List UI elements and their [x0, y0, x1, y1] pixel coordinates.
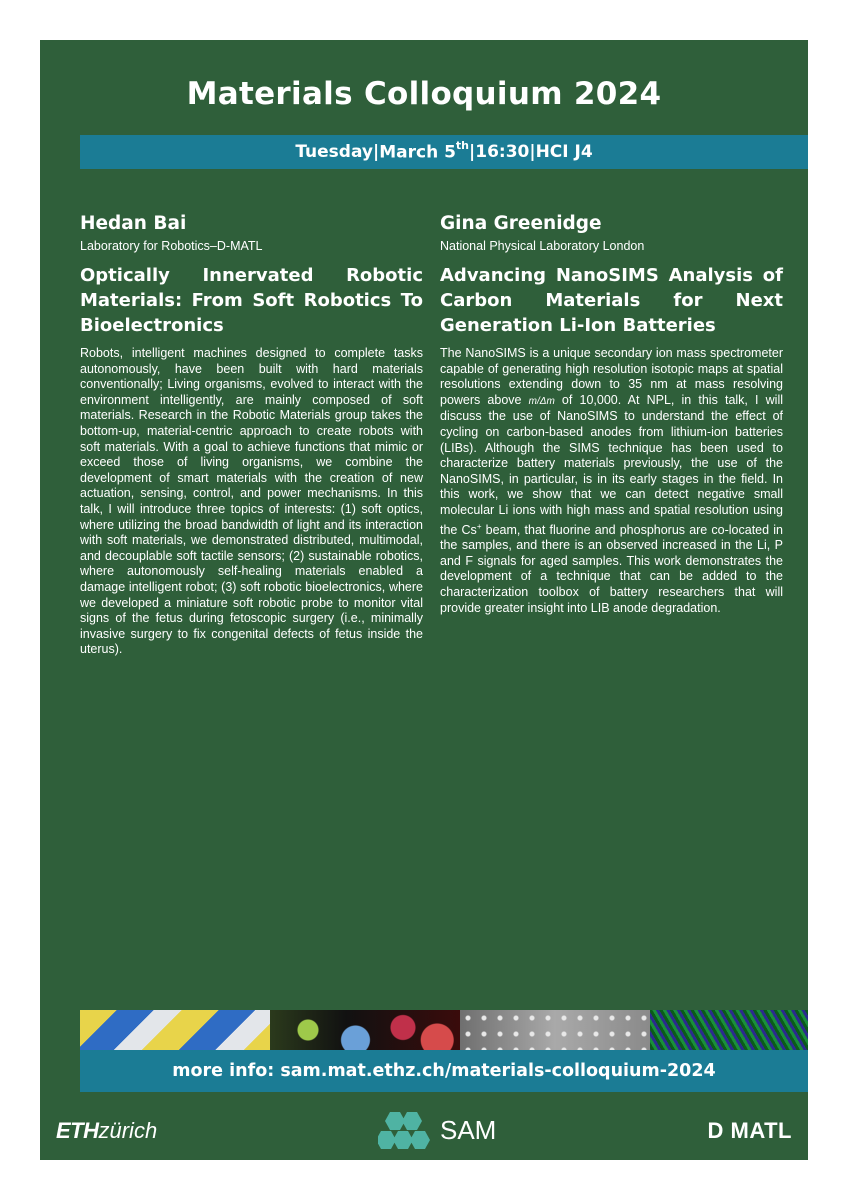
event-date	[379, 141, 469, 163]
event-location: HCI J4	[535, 142, 593, 162]
event-date-text: March 5	[379, 142, 456, 163]
more-info-link[interactable]: more info: sam.mat.ethz.ch/materials-colloquium-2024	[80, 1050, 808, 1092]
event-title: Materials Colloquium 2024	[186, 76, 662, 112]
sam-logo	[378, 1110, 496, 1150]
eth-logo-bold: ETH	[56, 1118, 99, 1143]
abstract-text: beam, that fluorine and phosphorus are co-located in the samples, and there is an observed increased in the Li, P and F signals for aged samples. This work demonstrates the development of a technique that can be added to the characterization toolbox of battery researchers that will provide greater insight into LIB anode degradation.	[440, 522, 783, 615]
event-info-bar	[80, 135, 808, 169]
hexagon-cluster-icon	[378, 1110, 434, 1150]
separator: |	[469, 142, 476, 162]
separator: |	[373, 142, 380, 162]
speaker-affiliation: Laboratory for Robotics–D-MATL	[80, 239, 263, 253]
separator: |	[529, 142, 536, 162]
speaker-name: Gina Greenidge	[440, 213, 602, 234]
abstract-superscript: +	[476, 521, 482, 531]
eth-logo-rest: zürich	[98, 1118, 158, 1143]
footer-logos	[40, 1108, 808, 1152]
event-time: 16:30	[475, 142, 530, 162]
speaker-name: Hedan Bai	[80, 213, 187, 234]
eth-logo	[56, 1118, 157, 1144]
talk-title: Advancing NanoSIMS Analysis of Carbon Materials for Next Generation Li-Ion Batteries	[440, 265, 783, 336]
poster	[40, 40, 808, 1160]
talk-column-left	[80, 212, 423, 658]
dmatl-logo: D MATL	[707, 1118, 792, 1143]
talk-abstract	[440, 346, 783, 616]
talk-title: Optically Innervated Robotic Materials: From Soft Robotics To Bioelectronics	[80, 265, 423, 336]
abstract-text: of 10,000. At NPL, in this talk, I will discuss the use of NanoSIMS to understand the effect of cycling on carbon-based anodes from lithium-ion batteries (LIBs). Although the SIMS technique has been used to characterize battery materials previously, the use of the NanoSIMS, in particular, is in its early stages in the field. In this work, we show that we can detect negative small molecular Li ions with high mass and spatial resolution using the Cs	[440, 392, 784, 537]
event-day: Tuesday	[295, 142, 373, 162]
abstract-text: The NanoSIMS is a unique secondary ion mass spectrometer capable of generating high resolution isotopic maps at spatial resolutions extending down to 35 nm at mass resolving powers above	[440, 346, 783, 407]
abstract-fraction: m/Δm	[528, 395, 555, 407]
talk-column-right	[440, 212, 783, 616]
event-date-suffix: th	[455, 139, 470, 153]
talk-abstract: Robots, intelligent machines designed to complete tasks autonomously, have been built with hard materials conventionally; Living organisms, evolved to interact with the environment intelligently, are mainly composed of soft materials. Research in the Robotic Materials group takes the bottom-up, material-centric approach to create robots with soft materials. With a goal to achieve functions that mimic or exceed those of living organisms, we combine the development of smart materials with the creation of new actuation, sensing, control, and power mechanisms. In this talk, I will introduce three topics of interests: (1) soft optics, where utilizing the broad bandwidth of light and its interaction with soft materials, we demonstrated distributed, multimodal, and decouplable soft tactile sensors; (2) sustainable robotics, where autonomously self-healing materials enabled a damage intelligent robot; (3) soft robotic bioelectronics, where we developed a miniature soft robotic probe to monitor vital signs of the fetus during fetoscopic surgery (i.e., minimally invasive surgery to fix congenital defects of fetus inside the uterus).	[80, 346, 423, 657]
speaker-affiliation: National Physical Laboratory London	[440, 239, 645, 253]
sam-logo-text: SAM	[440, 1114, 497, 1145]
